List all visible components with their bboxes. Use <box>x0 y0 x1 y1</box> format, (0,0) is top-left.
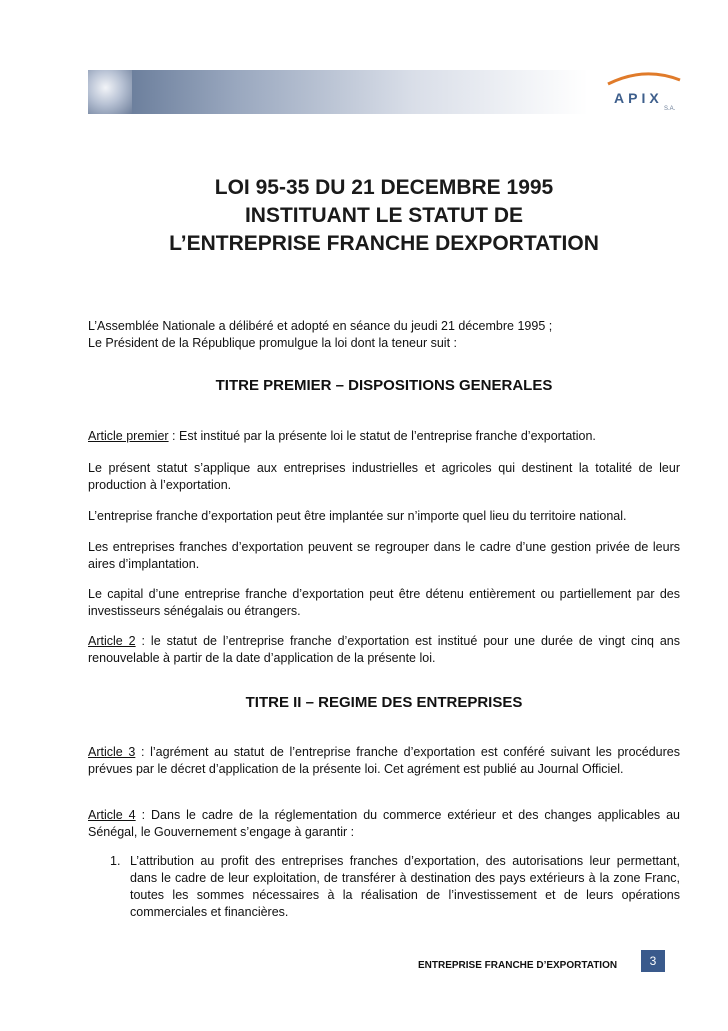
paragraph-location: L’entreprise franche d’exportation peut être implantée sur n’importe quel lieu du territoire national. <box>88 509 627 523</box>
list-item-text: L’attribution au profit des entreprises franches d’exportation, des autorisations leur permettant, dans le cadre de leur exploitation, de transférer à destination des pays extérieurs à la zone Franc, toutes les sommes nécessaires à la réalisation de l’investissement et de leurs opérations commerciales et financières. <box>130 854 680 919</box>
page-number: 3 <box>641 950 665 972</box>
footer-title: ENTREPRISE FRANCHE D’EXPORTATION <box>418 960 618 971</box>
article-4-text: : Dans le cadre de la réglementation du commerce extérieur et des changes applicables au Sénégal, le Gouvernement s’engage à garantir : <box>88 808 681 839</box>
intro-line-2: Le Président de la République promulgue la loi dont la teneur suit : <box>88 336 457 350</box>
logo-subtext: S.A. <box>664 106 676 112</box>
article-3-text: : l’agrément au statut de l’entreprise franche d’exportation est conféré suivant les procédures prévues par le décret d’application de la présente loi. Cet agrément est publié au Journal Officiel. <box>88 745 680 776</box>
article-1 <box>88 428 680 445</box>
header-photo <box>88 70 132 114</box>
article-3 <box>88 744 680 778</box>
article-4 <box>88 807 680 841</box>
article-3-label: Article 3 <box>88 745 136 759</box>
titre-ii-heading: TITRE II – REGIME DES ENTREPRISES <box>245 694 523 711</box>
list-item-number: 1. <box>110 854 121 868</box>
title-line-2: INSTITUANT LE STATUT DE <box>244 204 524 227</box>
article-4-label: Article 4 <box>88 808 136 822</box>
article-1-text: : Est institué par la présente loi le statut de l’entreprise franche d’exportation. <box>168 429 596 443</box>
logo-text: APIX <box>614 90 663 106</box>
article-2-text: : le statut de l’entreprise franche d’exportation est institué pour une durée de vingt cinq ans renouvelable à partir de la date d’application de la présente loi. <box>88 634 680 665</box>
titre-premier-heading: TITRE PREMIER – DISPOSITIONS GENERALES <box>215 377 553 394</box>
apix-logo <box>604 70 684 120</box>
intro-line-1: L’Assemblée Nationale a délibéré et adopté en séance du jeudi 21 décembre 1995 ; <box>88 319 553 333</box>
article-2-label: Article 2 <box>88 634 136 648</box>
title-line-3: L’ENTREPRISE FRANCHE DEXPORTATION <box>169 232 599 255</box>
title-line-1: LOI 95-35 DU 21 DECEMBRE 1995 <box>214 176 554 199</box>
paragraph-scope: Le présent statut s’applique aux entreprises industrielles et agricoles qui destinent la totalité de leur production à l’exportation. <box>88 461 680 492</box>
article-1-label: Article premier <box>88 429 169 443</box>
header-banner <box>88 70 588 114</box>
paragraph-grouping: Les entreprises franches d’exportation peuvent se regrouper dans le cadre d’une gestion privée de leurs aires d’implantation. <box>88 540 680 571</box>
article-2 <box>88 633 680 667</box>
paragraph-capital: Le capital d’une entreprise franche d’exportation peut être détenu entièrement ou partiellement par des investisseurs sénégalais ou étrangers. <box>88 587 680 618</box>
